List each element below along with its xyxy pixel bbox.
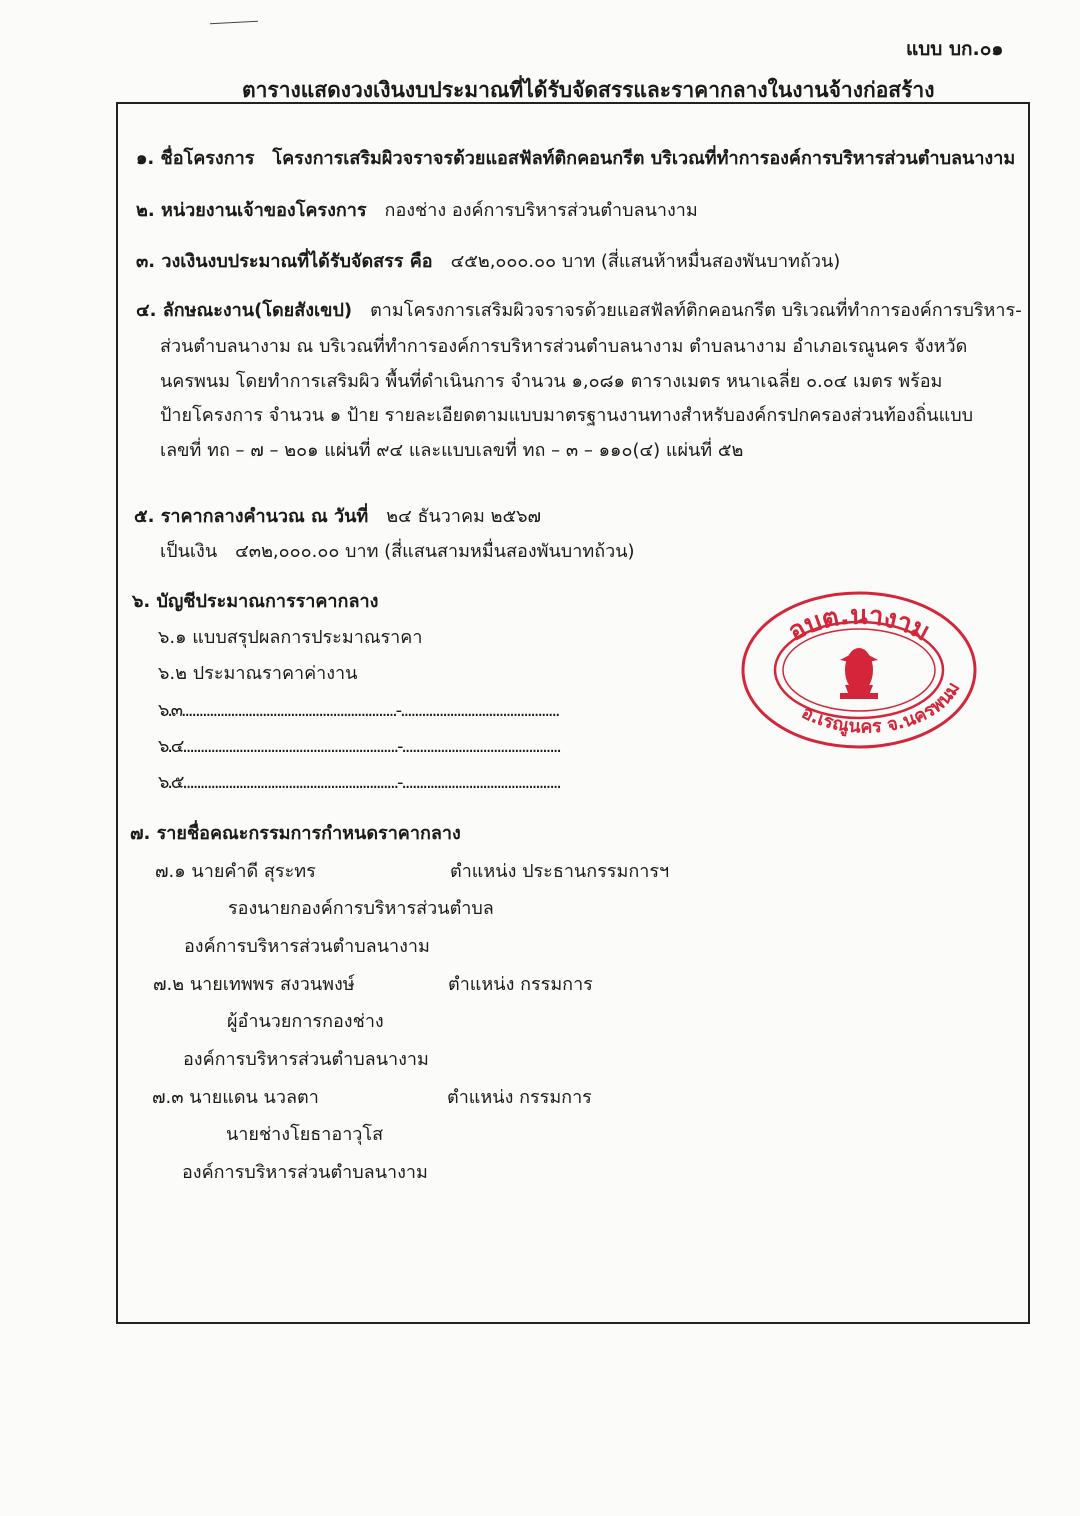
label: ๑. ชื่อโครงการ [136,148,255,169]
label: ๒. หน่วยงานเจ้าของโครงการ [136,200,367,221]
item-budget [136,246,840,275]
member-name: ๗.๓ นายแดน นวลตา [152,1087,319,1108]
pen-mark [210,21,258,25]
member-position: ตำแหน่ง กรรมการ [448,974,593,995]
description-line: เลขที่ ทถ – ๗ – ๒๐๑ แผ่นที่ ๙๔ และแบบเลขที่ ทถ – ๓ – ๑๑๐(๔) แผ่นที่ ๕๒ [160,440,744,461]
value: ๔๕๒,๐๐๐.๐๐ บาท (สี่แสนห้าหมื่นสองพันบาทถ้วน) [450,251,841,272]
member-title: รองนายกองค์การบริหารส่วนตำบล [228,898,494,919]
item-committee: ๗. รายชื่อคณะกรรมการกำหนดราคากลาง [130,823,461,844]
svg-text:อ.เรณูนคร จ.นครพนม [798,679,964,738]
description-line: นครพนม โดยทำการเสริมผิว พื้นที่ดำเนินการ จำนวน ๑,๐๘๑ ตารางเมตร หนาเฉลี่ย ๐.๐๔ เมตร พร้อม [160,371,943,392]
value: กองช่าง องค์การบริหารส่วนตำบลนางาม [384,200,698,221]
value: ตามโครงการเสริมผิวจราจรด้วยแอสฟัลท์ติกคอนกรีต บริเวณที่ทำการองค์การบริหาร- [370,300,1022,321]
label: เป็นเงิน [160,541,218,562]
form-code: แบบ บก.๐๑ [906,38,1004,60]
sub-item: ๖.๒ ประมาณราคาค่างาน [158,663,358,684]
member-position: ตำแหน่ง ประธานกรรมการฯ [450,861,670,882]
blank-line: ๖.๕.............................................................-............................................. [158,772,560,793]
item-work-description [136,295,1022,324]
member-org: องค์การบริหารส่วนตำบลนางาม [184,936,430,957]
item-owner-unit [136,195,698,224]
official-seal-stamp [740,590,978,750]
blank-line: ๖.๔.............................................................-............................................. [158,736,560,757]
label: ๓. วงเงินงบประมาณที่ได้รับจัดสรร คือ [136,251,433,272]
member-position: ตำแหน่ง กรรมการ [447,1087,592,1108]
item-median-price [134,501,541,530]
label: ๔. ลักษณะงาน(โดยสังเขป) [136,300,353,321]
description-line: ป้ายโครงการ จำนวน ๑ ป้าย รายละเอียดตามแบบมาตรฐานงานทางสำหรับองค์กรปกครองส่วนท้องถิ่นแบบ [160,405,974,426]
label: ๕. ราคากลางคำนวณ ณ วันที่ [134,506,369,527]
member-title: ผู้อำนวยการกองช่าง [227,1011,384,1032]
blank-line: ๖.๓.............................................................-............................................. [158,700,559,721]
value: โครงการเสริมผิวจราจรด้วยแอสฟัลท์ติกคอนกรีต บริเวณที่ทำการองค์การบริหารส่วนตำบลนางาม [272,148,1016,169]
stamp-top-text: อบต.นางาม [783,600,935,648]
member-org: องค์การบริหารส่วนตำบลนางาม [182,1162,428,1183]
member-title: นายช่างโยธาอาวุโส [226,1124,384,1145]
member-org: องค์การบริหารส่วนตำบลนางาม [183,1049,429,1070]
member-name: ๗.๒ นายเทพพร สงวนพงษ์ [153,974,355,995]
value: ๔๓๒,๐๐๐.๐๐ บาท (สี่แสนสามหมื่นสองพันบาทถ้วน) [235,541,635,562]
sub-item: ๖.๑ แบบสรุปผลการประมาณราคา [158,627,423,648]
member-name: ๗.๑ นายคำดี สุระทร [155,861,316,882]
document-title: ตารางแสดงวงเงินงบประมาณที่ได้รับจัดสรรและราคากลางในงานจ้างก่อสร้าง [242,78,935,102]
median-price-amount [160,536,635,565]
item-estimate-list: ๖. บัญชีประมาณการราคากลาง [132,591,379,612]
seal-emblem [840,648,878,699]
stamp-bottom-text: อ.เรณูนคร จ.นครพนม [798,678,965,738]
item-project-name [136,143,1015,172]
description-line: ส่วนตำบลนางาม ณ บริเวณที่ทำการองค์การบริหารส่วนตำบลนางาม ตำบลนางาม อำเภอเรณูนคร จังหวัด [160,336,968,357]
date: ๒๔ ธันวาคม ๒๕๖๗ [386,506,542,527]
svg-text:อบต.นางาม [783,601,934,648]
